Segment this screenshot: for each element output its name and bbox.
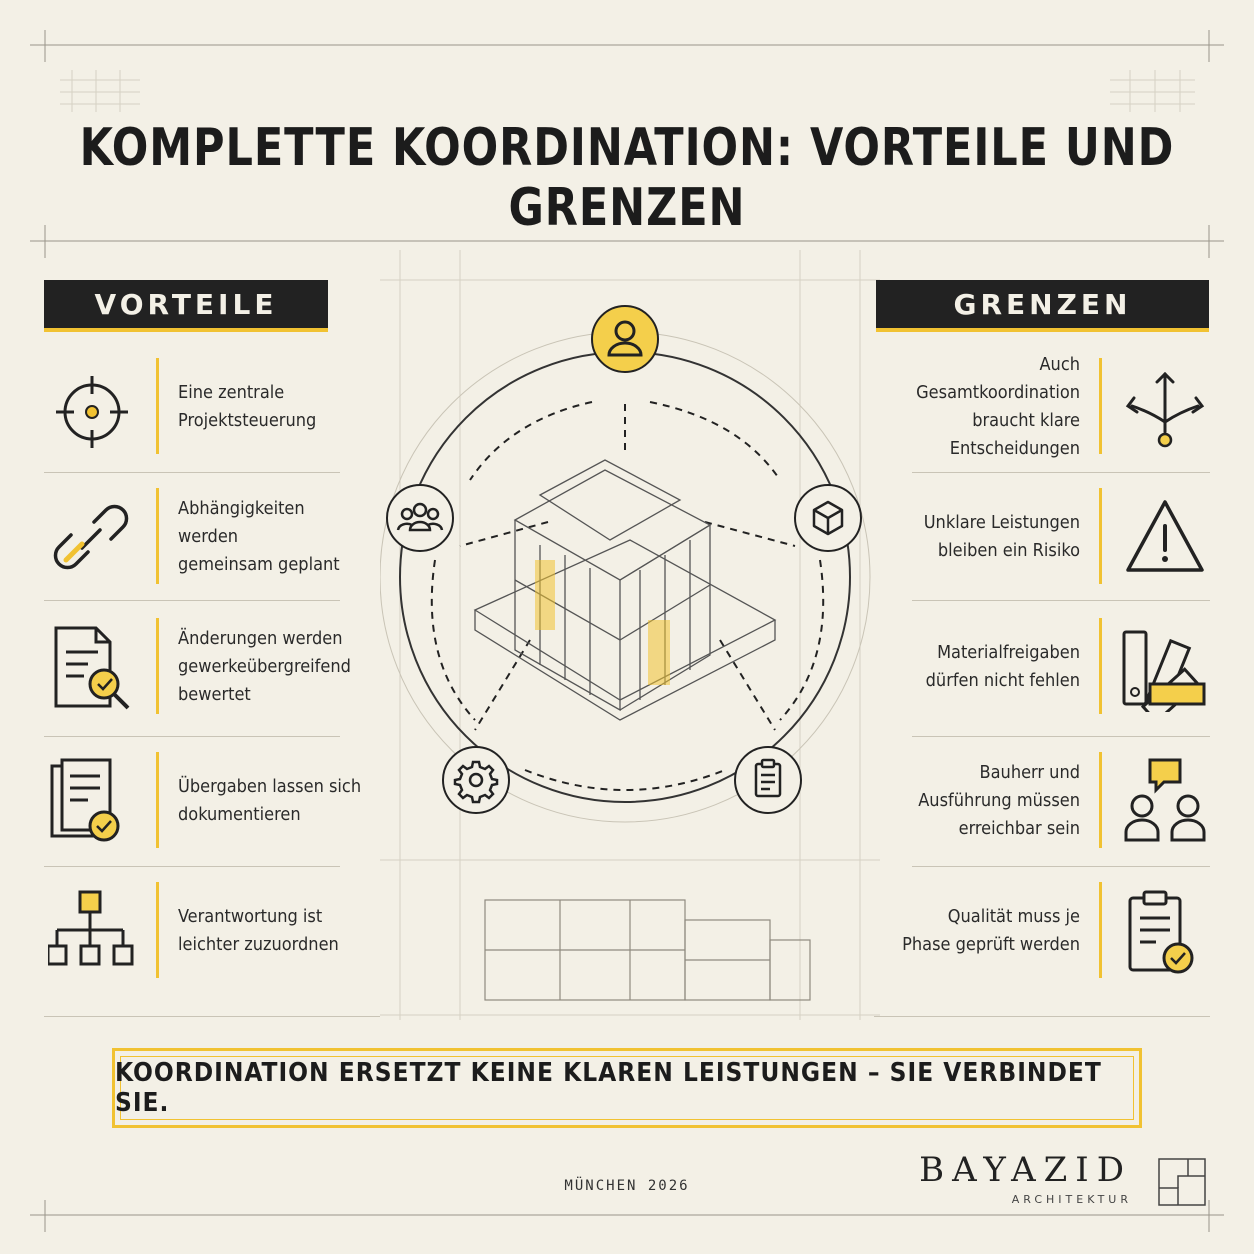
cube-icon <box>796 486 860 550</box>
gear-icon <box>444 748 508 812</box>
warning-icon <box>1120 492 1210 582</box>
divider <box>912 736 1210 737</box>
divider <box>44 472 340 473</box>
divider <box>912 600 1210 601</box>
city-year: MÜNCHEN 2026 <box>564 1178 690 1194</box>
document-magnifier-icon <box>48 622 138 712</box>
grenze-item <box>876 612 1210 722</box>
divider <box>44 600 340 601</box>
cycle-node-clipboard <box>734 746 802 814</box>
vorteil-text: Änderungen werden gewerkeübergreifend bewertet <box>178 628 351 705</box>
divider <box>44 736 340 737</box>
vorteil-item <box>48 876 378 986</box>
grenze-item <box>876 352 1210 462</box>
team-icon <box>388 486 452 550</box>
grenze-text: Auch Gesamtkoordination braucht klare Entscheidungen <box>916 354 1080 459</box>
grenze-text: Materialfreigaben dürfen nicht fehlen <box>925 642 1080 691</box>
grenzen-header: GRENZEN <box>876 280 1209 332</box>
divider <box>912 866 1210 867</box>
vorteil-item <box>48 746 378 856</box>
vorteil-text: Abhängigkeiten werden gemeinsam geplant <box>178 498 340 575</box>
brand-name: BAYAZID <box>919 1150 1132 1190</box>
vorteile-header: VORTEILE <box>44 280 328 332</box>
divider <box>44 1016 380 1017</box>
branching-arrows-icon <box>1120 362 1210 452</box>
people-chat-icon <box>1120 756 1210 846</box>
vorteil-item <box>48 352 378 462</box>
vorteil-text: Eine zentrale Projektsteuerung <box>178 382 317 431</box>
brand-subtitle: ARCHITEKTUR <box>1011 1193 1132 1206</box>
grenze-item <box>876 746 1210 856</box>
grenze-item <box>876 876 1210 986</box>
grenze-text: Bauherr und Ausführung müssen erreichbar sein <box>918 762 1080 839</box>
cycle-node-team <box>386 484 454 552</box>
clipboard-check-icon <box>1120 886 1210 976</box>
clipboard-icon <box>736 748 800 812</box>
cycle-node-person <box>591 305 659 373</box>
grenze-text: Qualität muss je Phase geprüft werden <box>902 906 1080 955</box>
page-title: KOMPLETTE KOORDINATION: VORTEILE UND GRENZEN <box>79 118 1175 238</box>
divider <box>874 1016 1210 1017</box>
divider <box>44 866 340 867</box>
vorteil-item <box>48 612 378 722</box>
vorteil-item <box>48 482 378 592</box>
documents-check-icon <box>48 756 138 846</box>
cycle-node-cube <box>794 484 862 552</box>
divider <box>912 472 1210 473</box>
grenze-text: Unklare Leistungen bleiben ein Risiko <box>923 512 1080 561</box>
org-chart-icon <box>48 886 138 976</box>
color-swatch-icon <box>1120 622 1210 712</box>
grenze-item <box>876 482 1210 592</box>
key-message-box <box>112 1048 1142 1128</box>
brand-logo-icon <box>1158 1158 1206 1206</box>
vorteil-text: Übergaben lassen sich dokumentieren <box>178 776 362 825</box>
target-icon <box>48 362 138 452</box>
vorteil-text: Verantwortung ist leichter zuzuordnen <box>178 906 339 955</box>
cycle-node-gear <box>442 746 510 814</box>
key-message: KOORDINATION ERSETZT KEINE KLAREN LEISTUNGEN – SIE VERBINDET SIE. <box>115 1058 1102 1118</box>
chain-link-icon <box>48 492 138 582</box>
person-icon <box>593 307 657 371</box>
